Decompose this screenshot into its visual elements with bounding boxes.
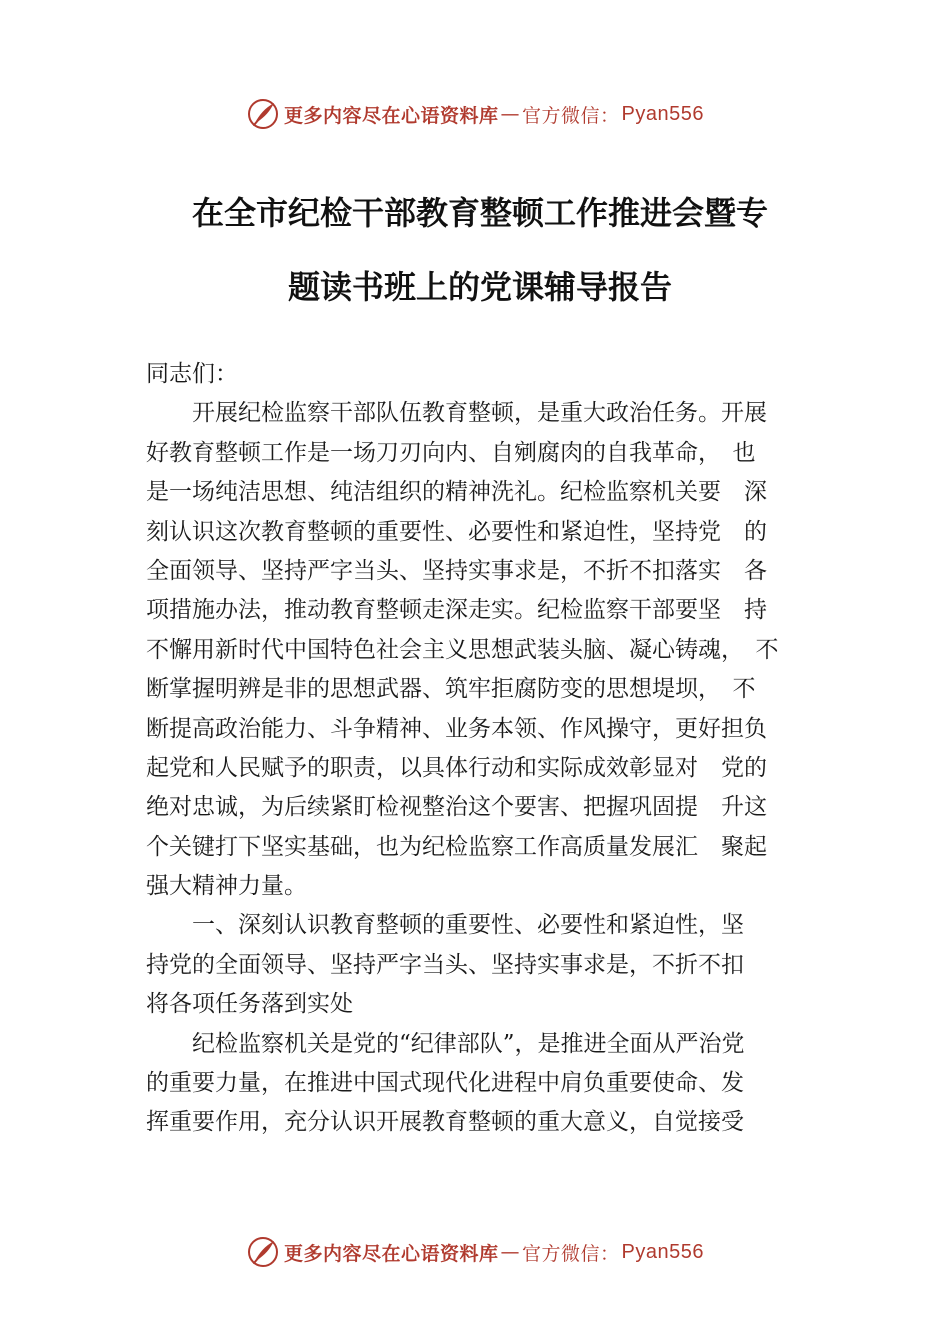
body-line: 的重要力量，在推进中国式现代化进程中肩负重要使命、发 [146, 1070, 744, 1097]
watermark-banner-top [0, 92, 950, 136]
title-line: 在全市纪检干部教育整顿工作推进会暨专 [191, 194, 768, 232]
body-line: 好教育整顿工作是一场刀刃向内、自剜腐肉的自我革命， 也 [146, 439, 756, 466]
watermark-text: 更多内容尽在心语资料库 [284, 104, 499, 127]
body-line: 挥重要作用，充分认识开展教育整顿的重大意义，自觉接受 [146, 1109, 744, 1136]
watermark-wechat-label: 官方微信： [522, 104, 620, 127]
body-line: 开展纪检监察干部队伍教育整顿，是重大政治任务。开展 [146, 400, 767, 427]
quill-pen-logo-icon [246, 1235, 280, 1269]
body-line: 纪检监察机关是党的“纪律部队”，是推进全面从严治党 [146, 1030, 745, 1057]
watermark-text: 更多内容尽在心语资料库 [284, 1242, 499, 1265]
body-line: 不懈用新时代中国特色社会主义思想武装头脑、凝心铸魂， 不 [146, 636, 779, 663]
body-line: 断掌握明辨是非的思想武器、筑牢拒腐防变的思想堤坝， 不 [146, 676, 756, 703]
body-line: 刻认识这次教育整顿的重要性、必要性和紧迫性，坚持党 的 [146, 518, 767, 545]
document-body [146, 355, 846, 1143]
body-line: 强大精神力量。 [146, 873, 307, 900]
body-line: 项措施办法，推动教育整顿走深走实。纪检监察干部要坚 持 [146, 597, 767, 624]
quill-pen-logo-icon [246, 97, 280, 131]
watermark-banner-bottom [0, 1230, 950, 1274]
watermark-wechat-id: Pyan556 [621, 102, 704, 125]
body-line: 个关键打下坚实基础，也为纪检监察工作高质量发展汇 聚起 [146, 833, 767, 860]
document-title [140, 176, 820, 324]
body-line: 起党和人民赋予的职责，以具体行动和实际成效彰显对 党的 [146, 754, 767, 781]
section-heading-line: 持党的全面领导、坚持严字当头、坚持实事求是，不折不扣 [146, 951, 744, 978]
section-heading-line: 将各项任务落到实处 [146, 991, 353, 1018]
watermark-dash: — [500, 103, 521, 125]
title-line: 题读书班上的党课辅导报告 [287, 268, 672, 306]
watermark-wechat-label: 官方微信： [522, 1242, 620, 1265]
body-line: 是一场纯洁思想、纯洁组织的精神洗礼。纪检监察机关要 深 [146, 479, 767, 506]
watermark-dash: — [500, 1241, 521, 1263]
body-line: 绝对忠诚，为后续紧盯检视整治这个要害、把握巩固提 升这 [146, 794, 767, 821]
watermark-wechat-id: Pyan556 [621, 1240, 704, 1263]
body-line: 断提高政治能力、斗争精神、业务本领、作风操守，更好担负 [146, 715, 767, 742]
section-heading-line: 一、深刻认识教育整顿的重要性、必要性和紧迫性，坚 [146, 912, 744, 939]
salutation: 同志们： [146, 361, 238, 387]
body-line: 全面领导、坚持严字当头、坚持实事求是，不折不扣落实 各 [146, 557, 767, 584]
